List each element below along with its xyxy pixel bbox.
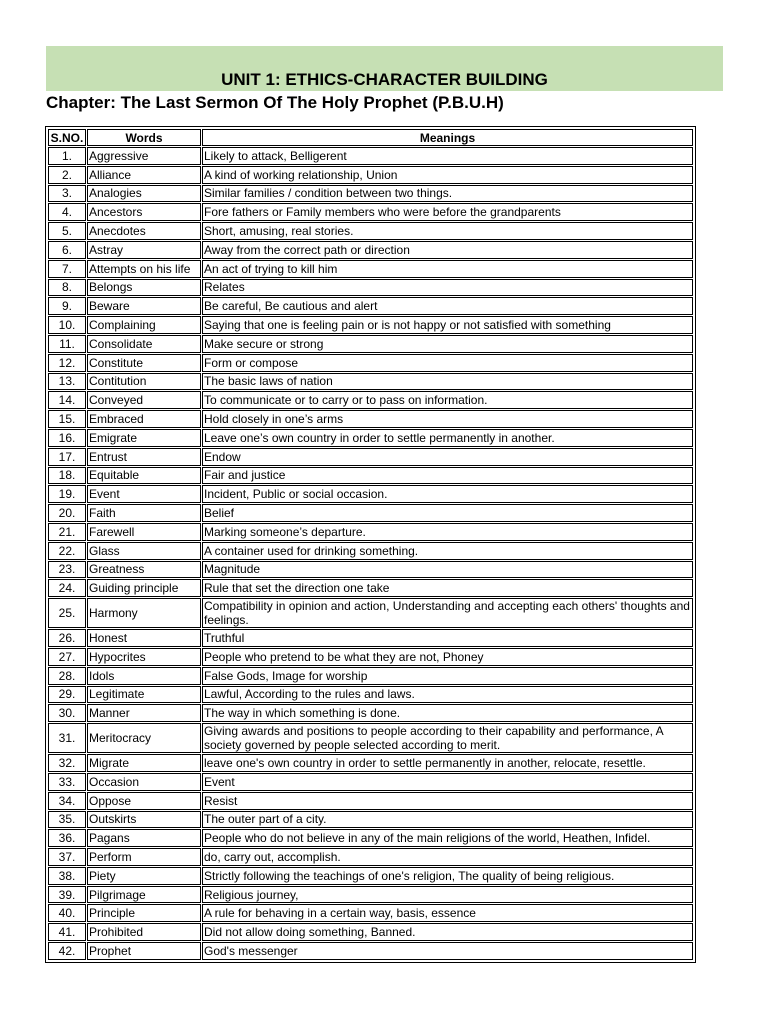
table-row	[48, 467, 693, 485]
word-cell: Perform	[87, 848, 201, 866]
word-cell: Pagans	[87, 829, 201, 847]
serial-number-cell: 21.	[48, 523, 86, 541]
word-cell: Conveyed	[87, 391, 201, 409]
table-row	[48, 667, 693, 685]
meaning-cell: Rule that set the direction one take	[202, 579, 693, 597]
meaning-cell: A rule for behaving in a certain way, basis, essence	[202, 904, 693, 922]
word-cell: Principle	[87, 904, 201, 922]
serial-number-cell: 15.	[48, 410, 86, 428]
serial-number-cell: 31.	[48, 723, 86, 753]
meaning-cell: Resist	[202, 792, 693, 810]
table-row	[48, 410, 693, 428]
serial-number-cell: 14.	[48, 391, 86, 409]
word-cell: Meritocracy	[87, 723, 201, 753]
word-cell: Hypocrites	[87, 648, 201, 666]
table-row	[48, 542, 693, 560]
serial-number-cell: 30.	[48, 704, 86, 722]
word-cell: Oppose	[87, 792, 201, 810]
serial-number-cell: 12.	[48, 354, 86, 372]
serial-number-cell: 11.	[48, 335, 86, 353]
table-row	[48, 942, 693, 960]
word-cell: Prophet	[87, 942, 201, 960]
serial-number-cell: 5.	[48, 222, 86, 240]
word-cell: Idols	[87, 667, 201, 685]
column-header-sno: S.NO.	[48, 129, 86, 146]
table-row	[48, 147, 693, 165]
table-row	[48, 629, 693, 647]
meaning-cell: Marking someone’s departure.	[202, 523, 693, 541]
word-cell: Beware	[87, 297, 201, 315]
word-cell: Analogies	[87, 185, 201, 203]
meaning-cell: Hold closely in one’s arms	[202, 410, 693, 428]
meaning-cell: A container used for drinking something.	[202, 542, 693, 560]
meaning-cell: The basic laws of nation	[202, 373, 693, 391]
table-row	[48, 773, 693, 791]
serial-number-cell: 16.	[48, 429, 86, 447]
word-cell: Aggressive	[87, 147, 201, 165]
word-cell: Equitable	[87, 467, 201, 485]
table-row	[48, 904, 693, 922]
meaning-cell: Away from the correct path or direction	[202, 241, 693, 259]
serial-number-cell: 33.	[48, 773, 86, 791]
word-cell: Contitution	[87, 373, 201, 391]
serial-number-cell: 8.	[48, 279, 86, 297]
serial-number-cell: 20.	[48, 504, 86, 522]
serial-number-cell: 2.	[48, 166, 86, 184]
word-cell: Consolidate	[87, 335, 201, 353]
table-row	[48, 166, 693, 184]
meaning-cell: False Gods, Image for worship	[202, 667, 693, 685]
table-row	[48, 848, 693, 866]
table-row	[48, 648, 693, 666]
word-cell: Embraced	[87, 410, 201, 428]
table-row	[48, 886, 693, 904]
serial-number-cell: 3.	[48, 185, 86, 203]
meaning-cell: Likely to attack, Belligerent	[202, 147, 693, 165]
meaning-cell: Belief	[202, 504, 693, 522]
meaning-cell: Truthful	[202, 629, 693, 647]
vocabulary-table-frame	[45, 126, 696, 963]
word-cell: Ancestors	[87, 203, 201, 221]
table-row	[48, 561, 693, 579]
word-cell: Alliance	[87, 166, 201, 184]
table-row	[48, 811, 693, 829]
serial-number-cell: 7.	[48, 260, 86, 278]
unit-title: UNIT 1: ETHICS-CHARACTER BUILDING	[221, 70, 548, 89]
serial-number-cell: 28.	[48, 667, 86, 685]
column-header-meanings: Meanings	[202, 129, 693, 146]
word-cell: Prohibited	[87, 923, 201, 941]
word-cell: Constitute	[87, 354, 201, 372]
meaning-cell: leave one's own country in order to settle permanently in another, relocate, resettle.	[202, 754, 693, 772]
serial-number-cell: 27.	[48, 648, 86, 666]
word-cell: Farewell	[87, 523, 201, 541]
meaning-cell: To communicate or to carry or to pass on information.	[202, 391, 693, 409]
serial-number-cell: 25.	[48, 598, 86, 628]
table-row	[48, 504, 693, 522]
serial-number-cell: 26.	[48, 629, 86, 647]
word-cell: Guiding principle	[87, 579, 201, 597]
word-cell: Outskirts	[87, 811, 201, 829]
word-cell: Emigrate	[87, 429, 201, 447]
serial-number-cell: 23.	[48, 561, 86, 579]
table-row	[48, 222, 693, 240]
serial-number-cell: 41.	[48, 923, 86, 941]
word-cell: Harmony	[87, 598, 201, 628]
meaning-cell: Relates	[202, 279, 693, 297]
meaning-cell: Fair and justice	[202, 467, 693, 485]
table-row	[48, 723, 693, 753]
table-row	[48, 598, 693, 628]
serial-number-cell: 9.	[48, 297, 86, 315]
meaning-cell: Giving awards and positions to people according to their capability and performance, A society governed by people selected according to merit.	[202, 723, 693, 753]
meaning-cell: do, carry out, accomplish.	[202, 848, 693, 866]
meaning-cell: People who pretend to be what they are not, Phoney	[202, 648, 693, 666]
table-row	[48, 867, 693, 885]
serial-number-cell: 13.	[48, 373, 86, 391]
table-body	[48, 147, 693, 960]
meaning-cell: Incident, Public or social occasion.	[202, 485, 693, 503]
serial-number-cell: 38.	[48, 867, 86, 885]
table-row	[48, 260, 693, 278]
serial-number-cell: 32.	[48, 754, 86, 772]
serial-number-cell: 1.	[48, 147, 86, 165]
table-row	[48, 373, 693, 391]
chapter-title: Chapter: The Last Sermon Of The Holy Prophet (P.B.U.H)	[46, 93, 504, 112]
word-cell: Complaining	[87, 316, 201, 334]
word-cell: Pilgrimage	[87, 886, 201, 904]
serial-number-cell: 42.	[48, 942, 86, 960]
meaning-cell: Lawful, According to the rules and laws.	[202, 686, 693, 704]
serial-number-cell: 6.	[48, 241, 86, 259]
word-cell: Piety	[87, 867, 201, 885]
meaning-cell: Make secure or strong	[202, 335, 693, 353]
word-cell: Astray	[87, 241, 201, 259]
meaning-cell: Leave one’s own country in order to settle permanently in another.	[202, 429, 693, 447]
table-row	[48, 792, 693, 810]
word-cell: Anecdotes	[87, 222, 201, 240]
serial-number-cell: 18.	[48, 467, 86, 485]
meaning-cell: Fore fathers or Family members who were before the grandparents	[202, 203, 693, 221]
table-row	[48, 335, 693, 353]
meaning-cell: Magnitude	[202, 561, 693, 579]
table-row	[48, 391, 693, 409]
column-header-words: Words	[87, 129, 201, 146]
table-row	[48, 754, 693, 772]
table-row	[48, 523, 693, 541]
table-row	[48, 203, 693, 221]
meaning-cell: Short, amusing, real stories.	[202, 222, 693, 240]
serial-number-cell: 22.	[48, 542, 86, 560]
meaning-cell: Did not allow doing something, Banned.	[202, 923, 693, 941]
word-cell: Occasion	[87, 773, 201, 791]
serial-number-cell: 39.	[48, 886, 86, 904]
meaning-cell: Similar families / condition between two things.	[202, 185, 693, 203]
meaning-cell: People who do not believe in any of the main religions of the world, Heathen, Infidel.	[202, 829, 693, 847]
meaning-cell: Strictly following the teachings of one's religion, The quality of being religious.	[202, 867, 693, 885]
serial-number-cell: 36.	[48, 829, 86, 847]
table-row	[48, 485, 693, 503]
word-cell: Legitimate	[87, 686, 201, 704]
table-row	[48, 185, 693, 203]
table-row	[48, 579, 693, 597]
word-cell: Entrust	[87, 448, 201, 466]
word-cell: Greatness	[87, 561, 201, 579]
word-cell: Belongs	[87, 279, 201, 297]
table-row	[48, 429, 693, 447]
table-row	[48, 354, 693, 372]
serial-number-cell: 35.	[48, 811, 86, 829]
meaning-cell: Endow	[202, 448, 693, 466]
serial-number-cell: 37.	[48, 848, 86, 866]
word-cell: Event	[87, 485, 201, 503]
word-cell: Glass	[87, 542, 201, 560]
serial-number-cell: 24.	[48, 579, 86, 597]
meaning-cell: A kind of working relationship, Union	[202, 166, 693, 184]
table-row	[48, 704, 693, 722]
word-cell: Attempts on his life	[87, 260, 201, 278]
meaning-cell: The outer part of a city.	[202, 811, 693, 829]
meaning-cell: Be careful, Be cautious and alert	[202, 297, 693, 315]
table-row	[48, 279, 693, 297]
table-row	[48, 241, 693, 259]
table-row	[48, 448, 693, 466]
meaning-cell: Event	[202, 773, 693, 791]
serial-number-cell: 4.	[48, 203, 86, 221]
serial-number-cell: 10.	[48, 316, 86, 334]
meaning-cell: Form or compose	[202, 354, 693, 372]
table-row	[48, 686, 693, 704]
serial-number-cell: 19.	[48, 485, 86, 503]
table-row	[48, 316, 693, 334]
serial-number-cell: 34.	[48, 792, 86, 810]
table-row	[48, 923, 693, 941]
serial-number-cell: 17.	[48, 448, 86, 466]
table-row	[48, 829, 693, 847]
meaning-cell: Compatibility in opinion and action, Understanding and accepting each others' thoughts and feelings.	[202, 598, 693, 628]
word-cell: Manner	[87, 704, 201, 722]
serial-number-cell: 29.	[48, 686, 86, 704]
table-row	[48, 297, 693, 315]
meaning-cell: Saying that one is feeling pain or is not happy or not satisfied with something	[202, 316, 693, 334]
meaning-cell: Religious journey,	[202, 886, 693, 904]
table-header-row	[48, 129, 693, 146]
word-cell: Honest	[87, 629, 201, 647]
meaning-cell: God's messenger	[202, 942, 693, 960]
vocabulary-table	[47, 128, 694, 961]
word-cell: Migrate	[87, 754, 201, 772]
word-cell: Faith	[87, 504, 201, 522]
meaning-cell: The way in which something is done.	[202, 704, 693, 722]
meaning-cell: An act of trying to kill him	[202, 260, 693, 278]
serial-number-cell: 40.	[48, 904, 86, 922]
